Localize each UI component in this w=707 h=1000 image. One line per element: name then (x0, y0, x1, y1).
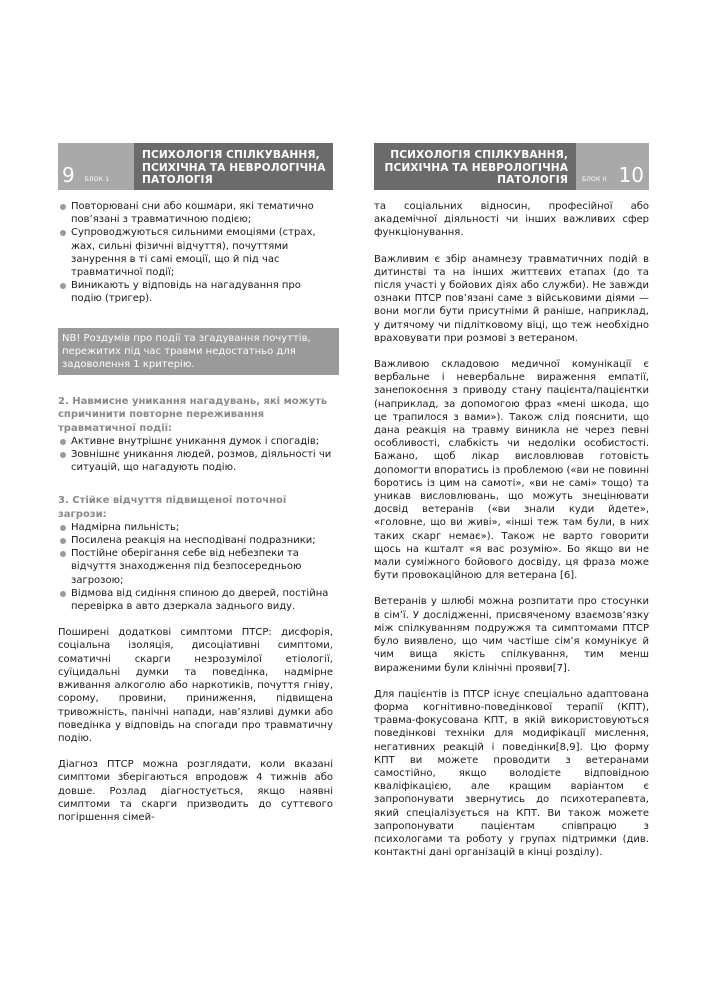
page-header (58, 143, 333, 190)
list-item: Зовнішнє уникання людей, розмов, діяльності чи ситуацій, що нагадують подію. (58, 448, 333, 474)
list-item: Відмова від сидіння спиною до дверей, постійна перевірка в авто дзеркала заднього виду. (58, 587, 333, 613)
page-number: 9 (62, 163, 75, 187)
section-heading: 3. Стійке відчуття підвищеної поточної загрози: (58, 495, 287, 520)
list-item: Супроводжуються сильними емоціями (страх, жах, сильні фізичні відчуття), почуттями занурення в ті самі емоції, що й під час травматичної події; (58, 226, 333, 279)
paragraph: Поширені додаткові симптоми ПТСР: дисфорія, соціальна ізоляція, дисоціативні симптоми, соматичні скарги незрозумілої етіології, суїцидальні думки та поведінка, надмірне вживання алкоголю або наркотиків, почуття гніву, сорому, провини, приниження, підвищена тривожність, панічні напади, нав’язливі думки або поведінка у відповідь на спогади про травматичну подію. (58, 627, 333, 744)
paragraph: та соціальних відносин, професійної або академічної діяльності чи інших важливих сфер функціонування. (374, 201, 649, 239)
paragraph: Важливим є збір анамнезу травматичних подій в дитинстві та на інших життєвих етапах (до та після участі у бойових діях або служби). Не завжди ознаки ПТСР пов’язані саме з військовими діями — вони могли бути присутніми й раніше, наприклад, у дитячому чи підлітковому віці, що теж необхідно враховувати при розмові з ветераном. (374, 253, 649, 344)
paragraph: Для пацієнтів із ПТСР існує спеціально адаптована форма когнітивно-поведінкової терапії (КПТ), травма-фокусована КПТ, в якій використовуються поведінкові техніки для модифікації мислення, негативних реакцій і поведінки[8,9]. Цю форму КПТ ви можете проводити з ветеранами самостійно, якщо володієте відповідною кваліфікацією, але кращим варіантом є запропонувати звернутись до психотерапевта, який спеціалізується на КПТ. Ви також можете запропонувати пацієнтам співпрацю з психологами та роботу у групах підтримки (див. контактні дані організацій в кінці розділу). (374, 688, 649, 859)
list-item: Посилена реакція на несподівані подразники; (58, 534, 333, 547)
paragraph: Важливою складовою медичної комунікації є вербальне і невербальне вираження емпатії, занепокоєння з приводу стану пацієнта/пацієнтки (наприклад, за допомогою фраз «мені шкода, що це трапилося з вами»). Також слід пояснити, що дана реакція на травму виникла не через певні особливості, слабкість чи недоліки особистості. Бажано, щоб лікар висловлював готовість допомогти впоратись із проблемою («ви не повинні боротись із цим на самоті», «ви не самі» тощо) та уникав висловлювань, що можуть знецінювати досвід ветеранів («ви знали куди йдете», «головне, що ви живі», «інші теж там були, в них таких скарг немає»). Також не варто говорити щось на кшталт «я вас розумію». Бо якщо ви не мали суміжного бойового досвіду, ця фраза може бути провокаційною для ветерана [6]. (374, 359, 649, 582)
paragraph: Ветеранів у шлюбі можна розпитати про стосунки в сім’ї. У дослідженні, присвяченому взаємозв’язку між спілкуванням подружжя та симптомами ПТСР було виявлено, що чим частіше сім’я комунікує й чим вища якість спілкування, тим менш вираженими були клінічні прояви[7]. (374, 596, 649, 674)
list-item: Постійне оберігання себе від небезпеки та відчуття знаходження під безпосередньою загрозою; (58, 547, 333, 587)
nb-callout: NB! Роздумів про події та згадування почуттів, пережитих під час травми недостатньо для задоволення 1 критерію. (58, 328, 339, 376)
list-item: Надмірна пильність; (58, 521, 333, 534)
right-page (374, 143, 649, 859)
list-item: Активне внутрішнє уникання думок і спогадів; (58, 435, 333, 448)
list-item: Виникають у відповідь на нагадування про подію (тригер). (58, 279, 333, 305)
section-title: ПСИХОЛОГІЯ СПІЛКУВАННЯ, ПСИХІЧНА ТА НЕВРОЛОГІЧНА ПАТОЛОГІЯ (374, 143, 576, 190)
paragraph: Діагноз ПТСР можна розглядати, коли вказані симптоми зберігаються впродовж 4 тижнів або довше. Розлад діагностується, якщо наявні симптоми та скарги призводить до суттєвого погіршення сімей- (58, 759, 333, 823)
bullet-list-avoidance (58, 435, 333, 475)
block-label: БЛОК II (582, 176, 607, 183)
bullet-list-intrusions (58, 200, 333, 306)
left-page (58, 143, 333, 824)
bullet-list-threat (58, 521, 333, 613)
list-item: Повторювані сни або кошмари, які тематично пов’язані з травматичною подією; (58, 200, 333, 226)
right-page-body (374, 200, 649, 859)
block-label: БЛОК 1 (84, 176, 110, 183)
section-heading: 2. Навмисне уникання нагадувань, які можуть спричинити повторне переживання травматичної події: (58, 396, 328, 434)
left-page-body (58, 200, 333, 824)
page-header (374, 143, 649, 190)
page-number-box (58, 143, 134, 190)
page-number: 10 (618, 163, 644, 187)
page-number-box (576, 143, 649, 190)
section-title: ПСИХОЛОГІЯ СПІЛКУВАННЯ, ПСИХІЧНА ТА НЕВРОЛОГІЧНА ПАТОЛОГІЯ (134, 143, 333, 190)
